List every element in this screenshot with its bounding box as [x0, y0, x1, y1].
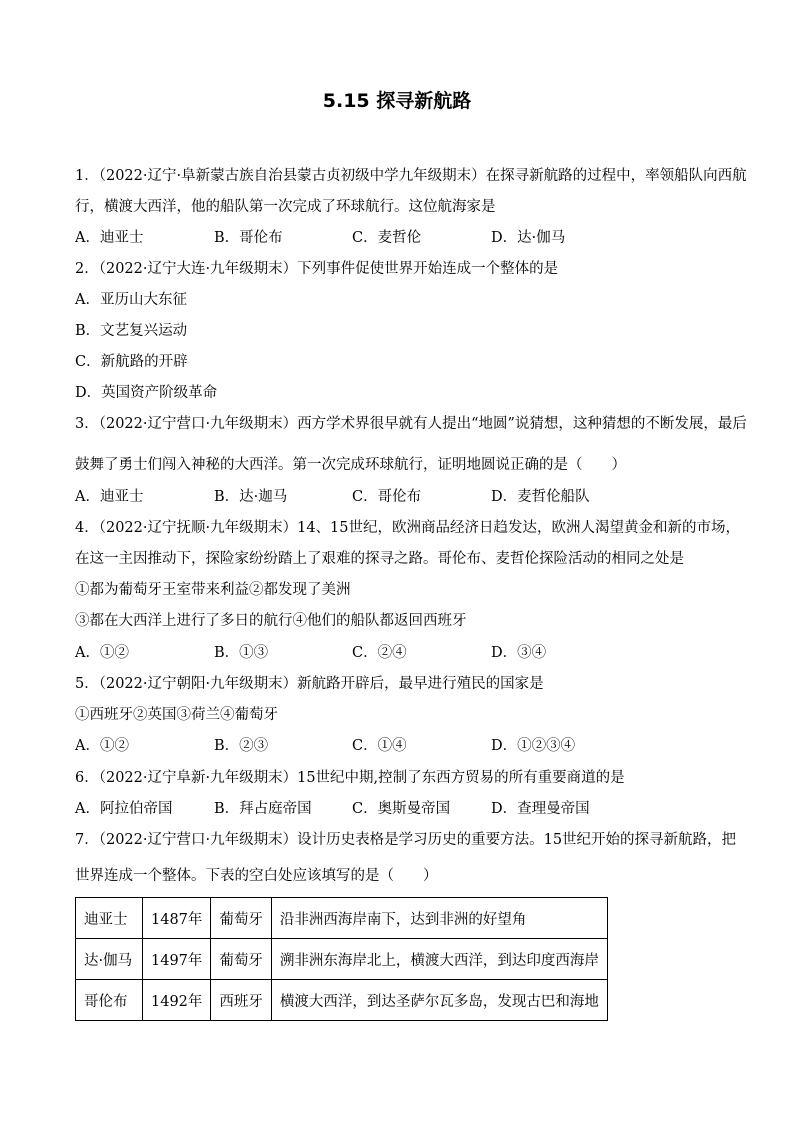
table-cell-year: 1497年	[143, 939, 211, 980]
table-cell-route: 溯非洲东海岸北上，横渡大西洋，到达印度西海岸	[271, 939, 607, 980]
q5-option-a: A．①②	[75, 738, 129, 754]
q2-option-b: B．文艺复兴运动	[75, 323, 188, 339]
q6-option-a: A．阿拉伯帝国	[75, 801, 173, 817]
q4-option-d: D．③④	[491, 645, 547, 661]
q3-option-b: B．达·迦马	[214, 489, 288, 505]
table-cell-year: 1492年	[143, 980, 211, 1021]
page-title: 5.15 探寻新航路	[322, 90, 472, 112]
table-cell-route: 沿非洲西海岸南下，达到非洲的好望角	[271, 898, 607, 939]
q3-option-d: D．麦哲伦船队	[491, 489, 590, 505]
q2-option-c: C．新航路的开辟	[75, 354, 188, 370]
table-cell-explorer: 哥伦布	[76, 980, 143, 1021]
q4-line-2: 在这一主因推动下，探险家纷纷踏上了艰难的探寻之路。哥伦布、麦哲伦探险活动的相同之处是	[75, 551, 684, 567]
table-cell-year: 1487年	[143, 898, 211, 939]
q1-option-b: B．哥伦布	[214, 230, 283, 246]
q3-option-a: A．迪亚士	[75, 489, 144, 505]
q5-option-b: B．②③	[214, 738, 269, 754]
q7-line-1: 7．（2022·辽宁营口·九年级期末）设计历史表格是学习历史的重要方法。15世纪开始的探寻新航路，把	[75, 832, 737, 848]
q4-line-1: 4．（2022·辽宁抚顺·九年级期末）14、15世纪，欧洲商品经济日趋发达，欧洲人渴望黄金和新的市场，	[75, 520, 740, 536]
table-cell-country: 葡萄牙	[211, 939, 272, 980]
q5-option-c: C．①④	[352, 738, 407, 754]
q4-option-a: A．①②	[75, 645, 129, 661]
q6-option-d: D．查理曼帝国	[491, 801, 590, 817]
q6-option-b: B．拜占庭帝国	[214, 801, 312, 817]
q6-option-c: C．奥斯曼帝国	[352, 801, 451, 817]
q4-option-c: C．②④	[352, 645, 407, 661]
q7-line-2: 世界连成一个整体。下表的空白处应该填写的是（ ）	[75, 868, 438, 884]
q2-line-1: 2．（2022·辽宁大连·九年级期末）下列事件促使世界开始连成一个整体的是	[75, 261, 559, 277]
table-cell-explorer: 迪亚士	[76, 898, 143, 939]
q3-option-c: C．哥伦布	[352, 489, 422, 505]
q1-line-2: 行，横渡大西洋，他的船队第一次完成了环球航行。这位航海家是	[75, 199, 496, 215]
q2-option-d: D．英国资产阶级革命	[75, 385, 218, 401]
q2-option-a: A．亚历山大东征	[75, 292, 187, 308]
q4-option-b: B．①③	[214, 645, 269, 661]
q3-line-1: 3．（2022·辽宁营口·九年级期末）西方学术界很早就有人提出“地圆”说猜想，这种猜想的不断发展，最后	[75, 416, 747, 432]
table-cell-explorer: 达·伽马	[76, 939, 143, 980]
table-row	[76, 898, 608, 939]
q3-line-2: 鼓舞了勇士们闯入神秘的大西洋。第一次完成环球航行，证明地圆说正确的是（ ）	[75, 457, 626, 473]
q1-option-d: D．达·伽马	[491, 230, 566, 246]
table-row	[76, 939, 608, 980]
history-table	[75, 897, 608, 1021]
q4-statement-1: ①都为葡萄牙王室带来利益②都发现了美洲	[75, 582, 351, 598]
q5-statement: ①西班牙②英国③荷兰④葡萄牙	[75, 707, 278, 723]
table-cell-country: 西班牙	[211, 980, 272, 1021]
q1-line-1: 1．（2022·辽宁·阜新蒙古族自治县蒙古贞初级中学九年级期末）在探寻新航路的过程中，率领船队向西航	[75, 168, 747, 184]
q1-option-c: C．麦哲伦	[352, 230, 422, 246]
q4-statement-2: ③都在大西洋上进行了多日的航行④他们的船队都返回西班牙	[75, 613, 467, 629]
table-cell-country: 葡萄牙	[211, 898, 272, 939]
q5-option-d: D．①②③④	[491, 738, 576, 754]
table-row	[76, 980, 608, 1021]
q5-line-1: 5．（2022·辽宁朝阳·九年级期末）新航路开辟后，最早进行殖民的国家是	[75, 676, 544, 692]
table-cell-route: 横渡大西洋，到达圣萨尔瓦多岛，发现古巴和海地	[271, 980, 607, 1021]
q1-option-a: A．迪亚士	[75, 230, 144, 246]
q6-line-1: 6．（2022·辽宁阜新·九年级期末）15世纪中期,控制了东西方贸易的所有重要商道的是	[75, 770, 625, 786]
